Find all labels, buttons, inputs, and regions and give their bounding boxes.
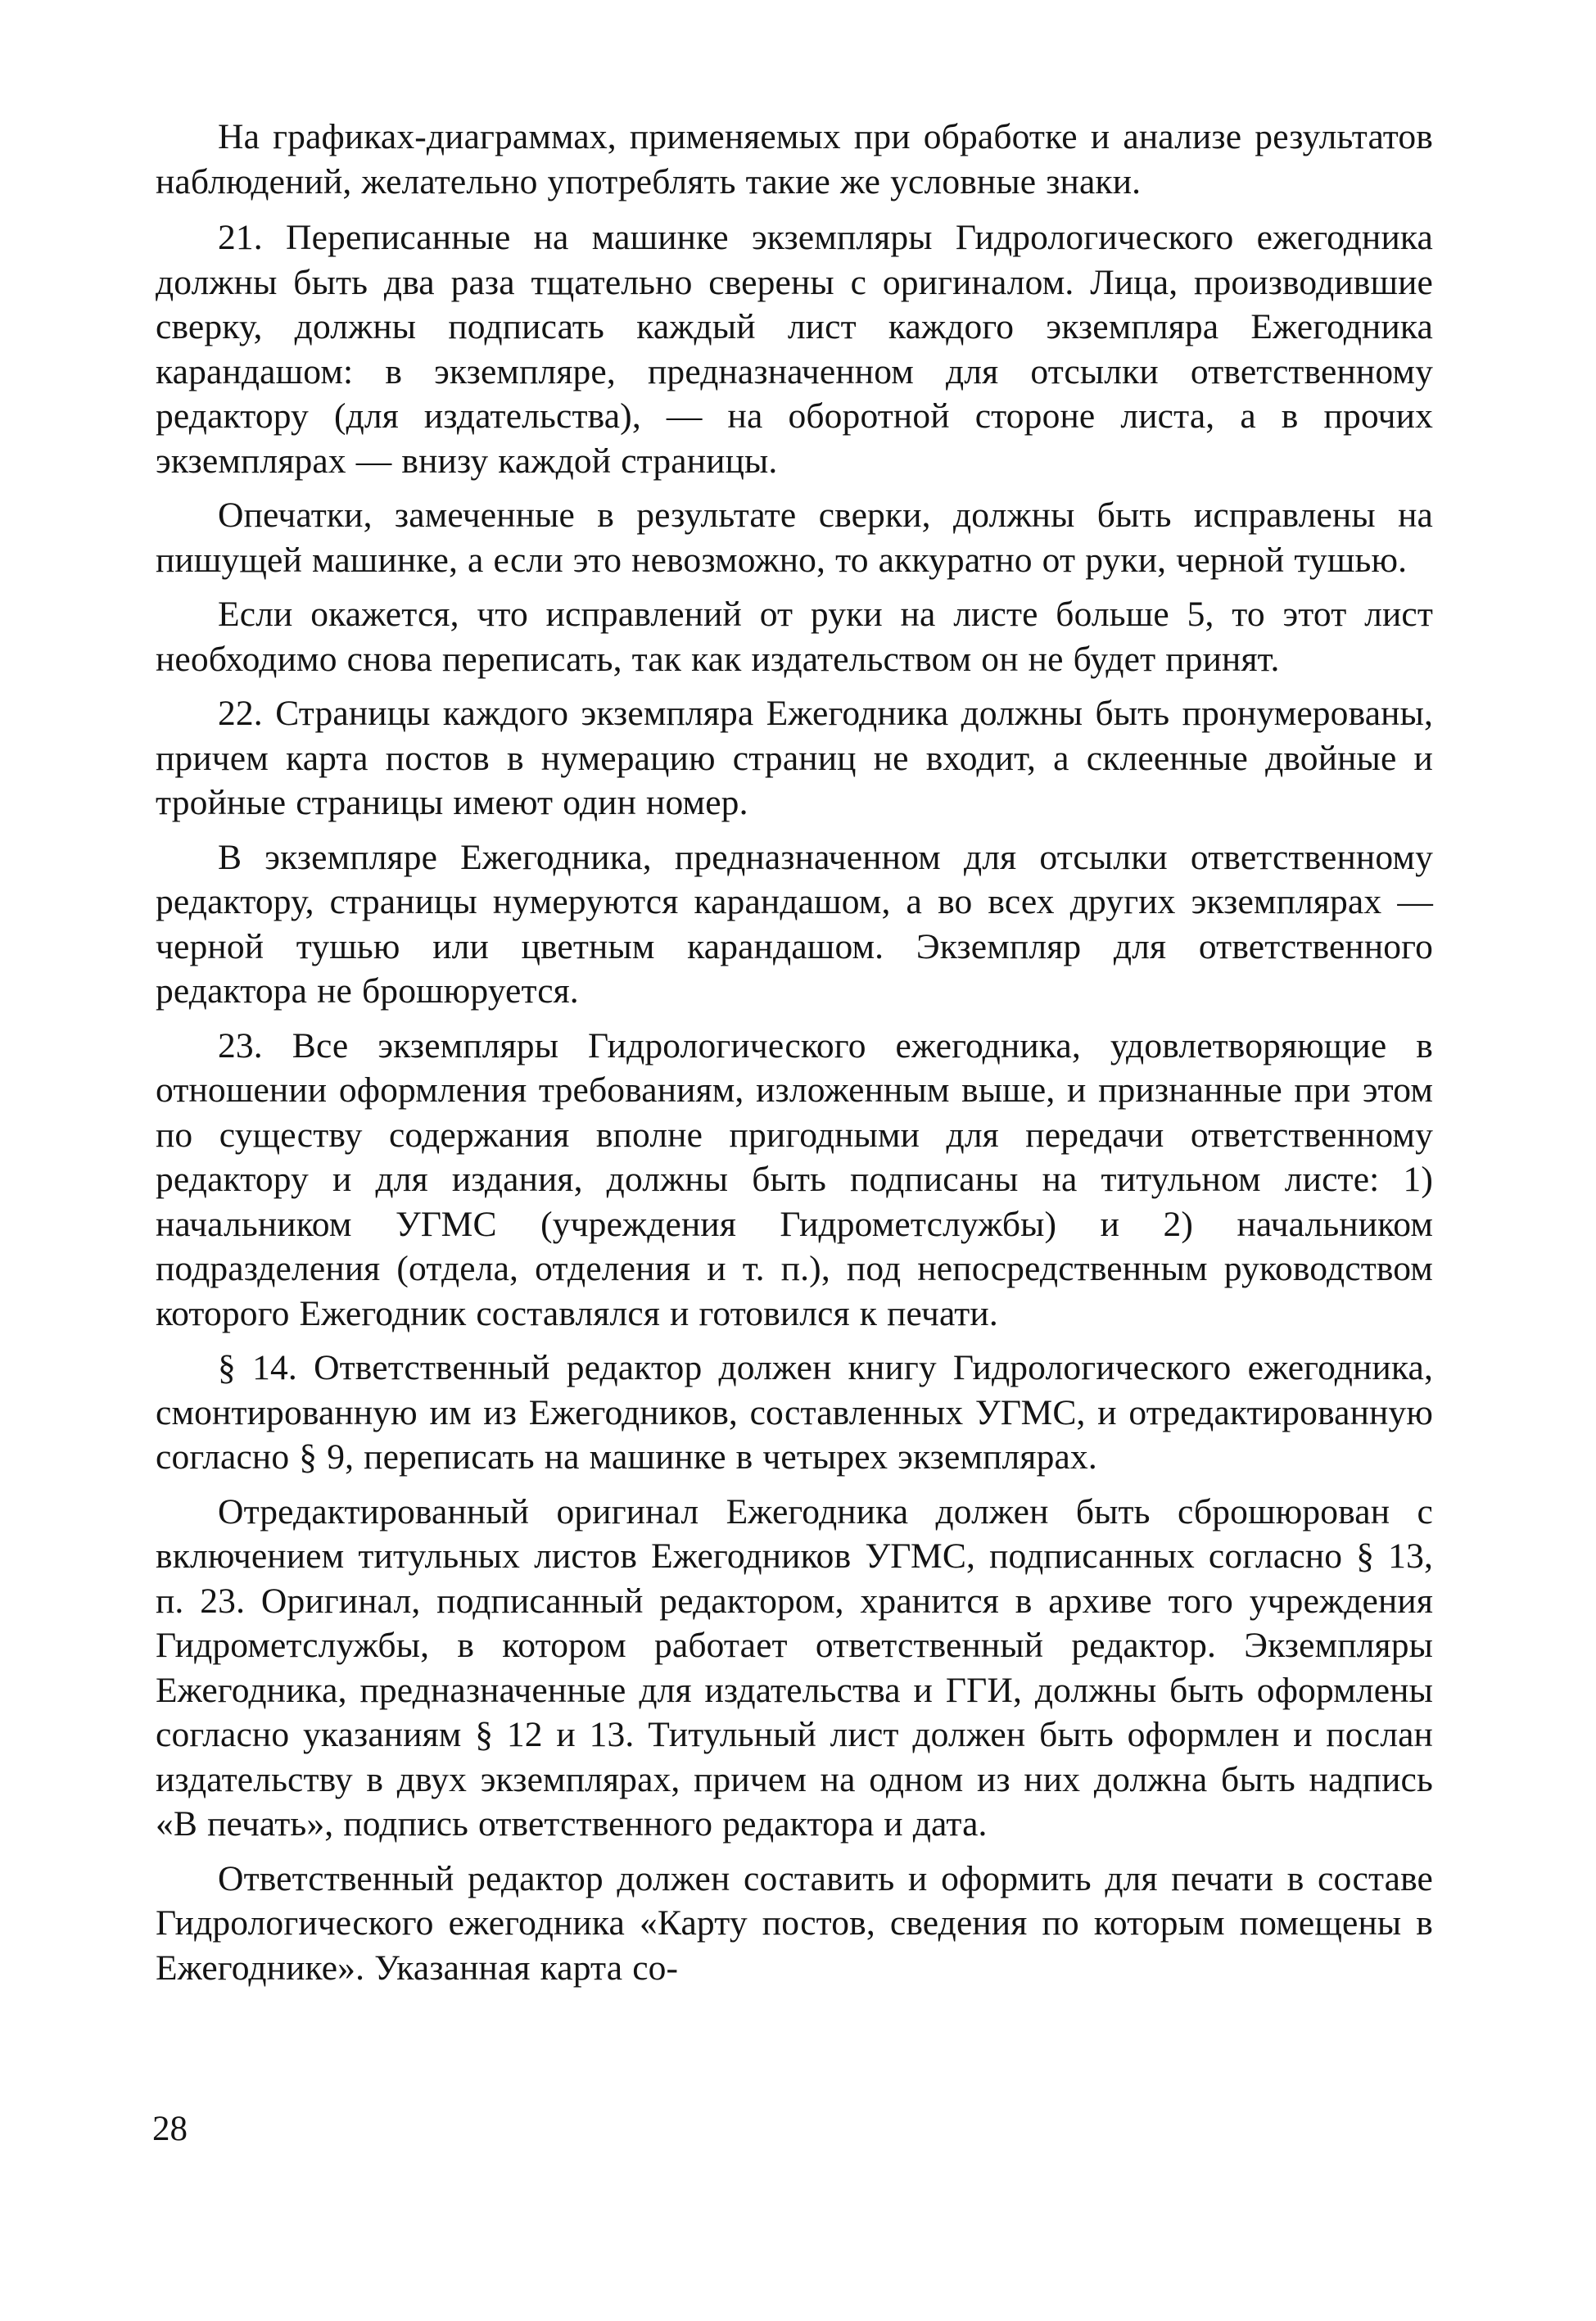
- paragraph-station-map: Ответственный редактор должен составить и оформить для печати в составе Гидрологического ежегодника «Карту постов, сведения по которым помещены в Ежегоднике». Указанная карта со-: [156, 1858, 1433, 1988]
- paragraph-typos: Опечатки, замеченные в результате сверки, должны быть исправлены на пишущей машинке, а если это невозможно, то аккуратно от руки, черной тушью.: [156, 495, 1433, 580]
- paragraph-page-numbering: В экземпляре Ежегодника, предназначенном для отсылки ответственному редактору, страницы нумеруются карандашом, а во всех других экземплярах — черной тушью или цветным карандашом. Экземпляр для ответственного редактора не брошюруется.: [156, 837, 1433, 1011]
- paragraph-edited-original: Отредактированный оригинал Ежегодника должен быть сброшюрован с включением титульных листов Ежегодников УГМС, подписанных согласно § 13, п. 23. Оригинал, подписанный редактором, хранится в архиве того учреждения Гидрометслужбы, в котором работает ответственный редактор. Экземпляры Ежегодника, предназначенные для издательства и ГГИ, должны быть оформлены согласно указаниям § 12 и 13. Титульный лист должен быть оформлен и послан издательству в двух экземплярах, причем на одном из них должна быть надпись «В печать», подпись ответственного редактора и дата.: [156, 1491, 1433, 1844]
- paragraph-section-14: § 14. Ответственный редактор должен книгу Гидрологического ежегодника, смонтированную им из Ежегодников, составленных УГМС, и отредактированную согласно § 9, переписать на машинке в четырех экземплярах.: [156, 1348, 1433, 1477]
- paragraph-item-23: 23. Все экземпляры Гидрологического ежегодника, удовлетворяющие в отношении оформления требованиям, изложенным выше, и признанные при этом по существу содержания вполне пригодными для передачи ответственному редактору и для издания, должны быть подписаны на титульном листе: 1) начальником УГМС (учреждения Гидрометслужбы) и 2) начальником подразделения (отдела, отделения и т. п.), под непосредственным руководством которого Ежегодник составлялся и готовился к печати.: [156, 1025, 1433, 1333]
- paragraph-item-22: 22. Страницы каждого экземпляра Ежегодника должны быть пронумерованы, причем карта постов в нумерацию страниц не входит, а склеенные двойные и тройные страницы имеют один номер.: [156, 694, 1433, 822]
- paragraph-corrections-limit: Если окажется, что исправлений от руки на листе больше 5, то этот лист необходимо снова переписать, так как издательством он не будет принят.: [156, 595, 1433, 679]
- document-page: [156, 115, 1433, 2211]
- paragraph-item-21: 21. Переписанные на машинке экземпляры Гидрологического ежегодника должны быть два раза тщательно сверены с оригиналом. Лица, производившие сверку, должны подписать каждый лист каждого экземпляра Ежегодника карандашом: в экземпляре, предназначенном для отсылки ответственному редактору (для издательства), — на оборотной стороне листа, а в прочих экземплярах — внизу каждой страницы.: [156, 218, 1433, 481]
- page-number: 28: [152, 2110, 188, 2148]
- paragraph-graph-symbols: На графиках-диаграммах, применяемых при обработке и анализе результатов наблюдений, желательно употреблять такие же условные знаки.: [156, 117, 1433, 201]
